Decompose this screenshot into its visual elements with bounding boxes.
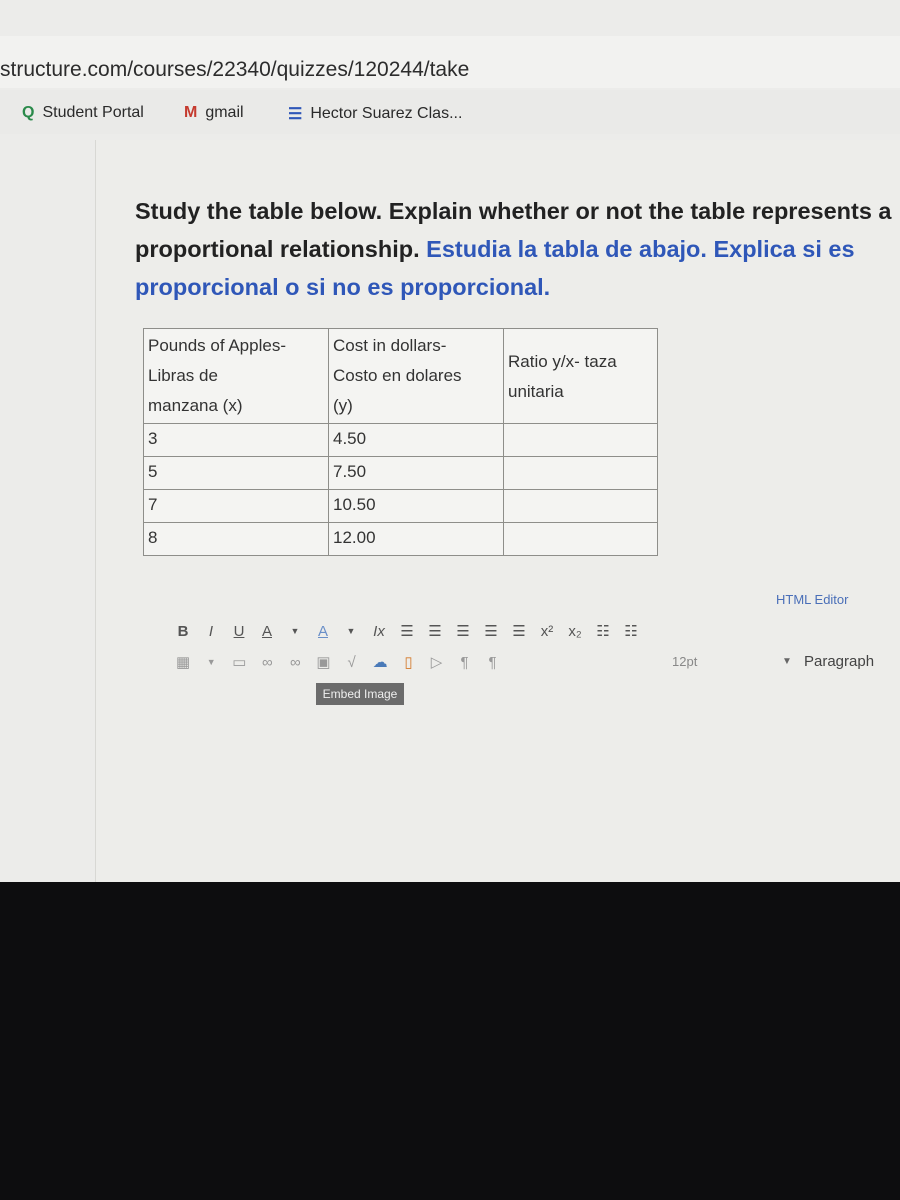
video-icon[interactable]: ▷ xyxy=(430,654,443,671)
cell-ratio[interactable] xyxy=(504,424,658,457)
header-line: Libras de xyxy=(148,366,218,385)
align-right-icon[interactable]: ☰ xyxy=(456,623,470,640)
question-spanish: Estudia la tabla de abajo. Explica si es proporcional o si no es proporcional. xyxy=(135,236,855,300)
chevron-down-icon[interactable]: ▼ xyxy=(206,657,216,667)
bookmark-gmail[interactable] xyxy=(184,104,244,122)
embed-image-tooltip: Embed Image xyxy=(316,683,404,705)
link-icon[interactable]: ∞ xyxy=(262,653,273,671)
table-header-row xyxy=(144,329,658,424)
html-editor-link[interactable]: HTML Editor xyxy=(776,592,849,607)
cell-y: 4.50 xyxy=(329,424,504,457)
cell-y: 12.00 xyxy=(329,523,504,556)
chevron-down-icon[interactable]: ▼ xyxy=(346,626,356,636)
cell-y: 10.50 xyxy=(329,490,504,523)
indent-icon[interactable]: ☰ xyxy=(512,623,526,640)
image-icon[interactable]: ▣ xyxy=(316,654,331,671)
unlink-icon[interactable]: ∞ xyxy=(290,653,301,671)
align-center-icon[interactable]: ☰ xyxy=(428,623,442,640)
rtl-icon[interactable]: ¶ xyxy=(488,653,497,671)
header-line: Costo en dolares xyxy=(333,366,462,385)
table-row xyxy=(144,490,658,523)
paragraph-select[interactable]: Paragraph xyxy=(804,653,875,670)
header-y xyxy=(329,329,504,424)
table-row xyxy=(144,424,658,457)
media-icon[interactable]: ▭ xyxy=(232,654,247,671)
url-text[interactable]: structure.com/courses/22340/quizzes/120244/take xyxy=(0,58,470,81)
editor-toolbar-row-1 xyxy=(176,622,638,640)
bullet-list-icon[interactable]: ☷ xyxy=(596,623,610,640)
bookmark-hector[interactable] xyxy=(288,104,462,124)
question-english: Study the table below. Explain whether or not the table represents a proportional relationship. xyxy=(135,198,892,262)
header-line: (y) xyxy=(333,396,353,415)
header-line: Ratio y/x- taza xyxy=(508,352,617,371)
header-line: Pounds of Apples- xyxy=(148,336,286,355)
header-x xyxy=(144,329,329,424)
header-line: manzana (x) xyxy=(148,396,243,415)
cell-x: 3 xyxy=(144,424,329,457)
subscript-icon[interactable]: x₂ xyxy=(568,622,582,640)
cell-y: 7.50 xyxy=(329,457,504,490)
table-row xyxy=(144,457,658,490)
header-ratio xyxy=(504,329,658,424)
cell-ratio[interactable] xyxy=(504,490,658,523)
data-table xyxy=(143,328,658,556)
cell-x: 5 xyxy=(144,457,329,490)
gmail-icon: M xyxy=(184,104,198,121)
background-color-button[interactable]: A xyxy=(317,622,328,640)
clear-format-button[interactable]: Ix xyxy=(373,622,385,640)
underline-button[interactable]: U xyxy=(233,622,245,640)
table-icon[interactable]: ▦ xyxy=(176,654,191,671)
cell-x: 7 xyxy=(144,490,329,523)
cell-ratio[interactable] xyxy=(504,523,658,556)
bookmark-student-portal[interactable] xyxy=(22,104,144,122)
font-size-select[interactable]: 12pt xyxy=(672,654,698,669)
italic-button[interactable]: I xyxy=(208,622,214,640)
editor-toolbar-row-2 xyxy=(176,653,500,671)
text-color-button[interactable]: A xyxy=(261,622,272,640)
align-left-icon[interactable]: ☰ xyxy=(400,623,414,640)
table-row xyxy=(144,523,658,556)
cloud-icon[interactable]: ☁ xyxy=(372,654,388,671)
bookmark-label: Hector Suarez Clas... xyxy=(310,105,463,122)
search-icon: Q xyxy=(22,104,35,121)
chevron-down-icon[interactable]: ▼ xyxy=(782,656,792,667)
outdent-icon[interactable]: ☰ xyxy=(484,623,498,640)
ltr-icon[interactable]: ¶ xyxy=(460,653,469,671)
question-text xyxy=(135,192,895,306)
header-line: Cost in dollars- xyxy=(333,336,447,355)
doc-icon: ☰ xyxy=(288,106,303,123)
chevron-down-icon[interactable]: ▼ xyxy=(290,626,300,636)
bold-button[interactable]: B xyxy=(177,622,189,640)
bookmark-label: Student Portal xyxy=(42,104,144,121)
bookmark-label: gmail xyxy=(205,104,244,121)
superscript-icon[interactable]: x² xyxy=(540,622,554,640)
cell-ratio[interactable] xyxy=(504,457,658,490)
document-icon[interactable]: ▯ xyxy=(404,654,413,671)
header-line: unitaria xyxy=(508,382,564,401)
equation-icon[interactable]: √ xyxy=(347,653,356,671)
numbered-list-icon[interactable]: ☷ xyxy=(624,623,638,640)
cell-x: 8 xyxy=(144,523,329,556)
